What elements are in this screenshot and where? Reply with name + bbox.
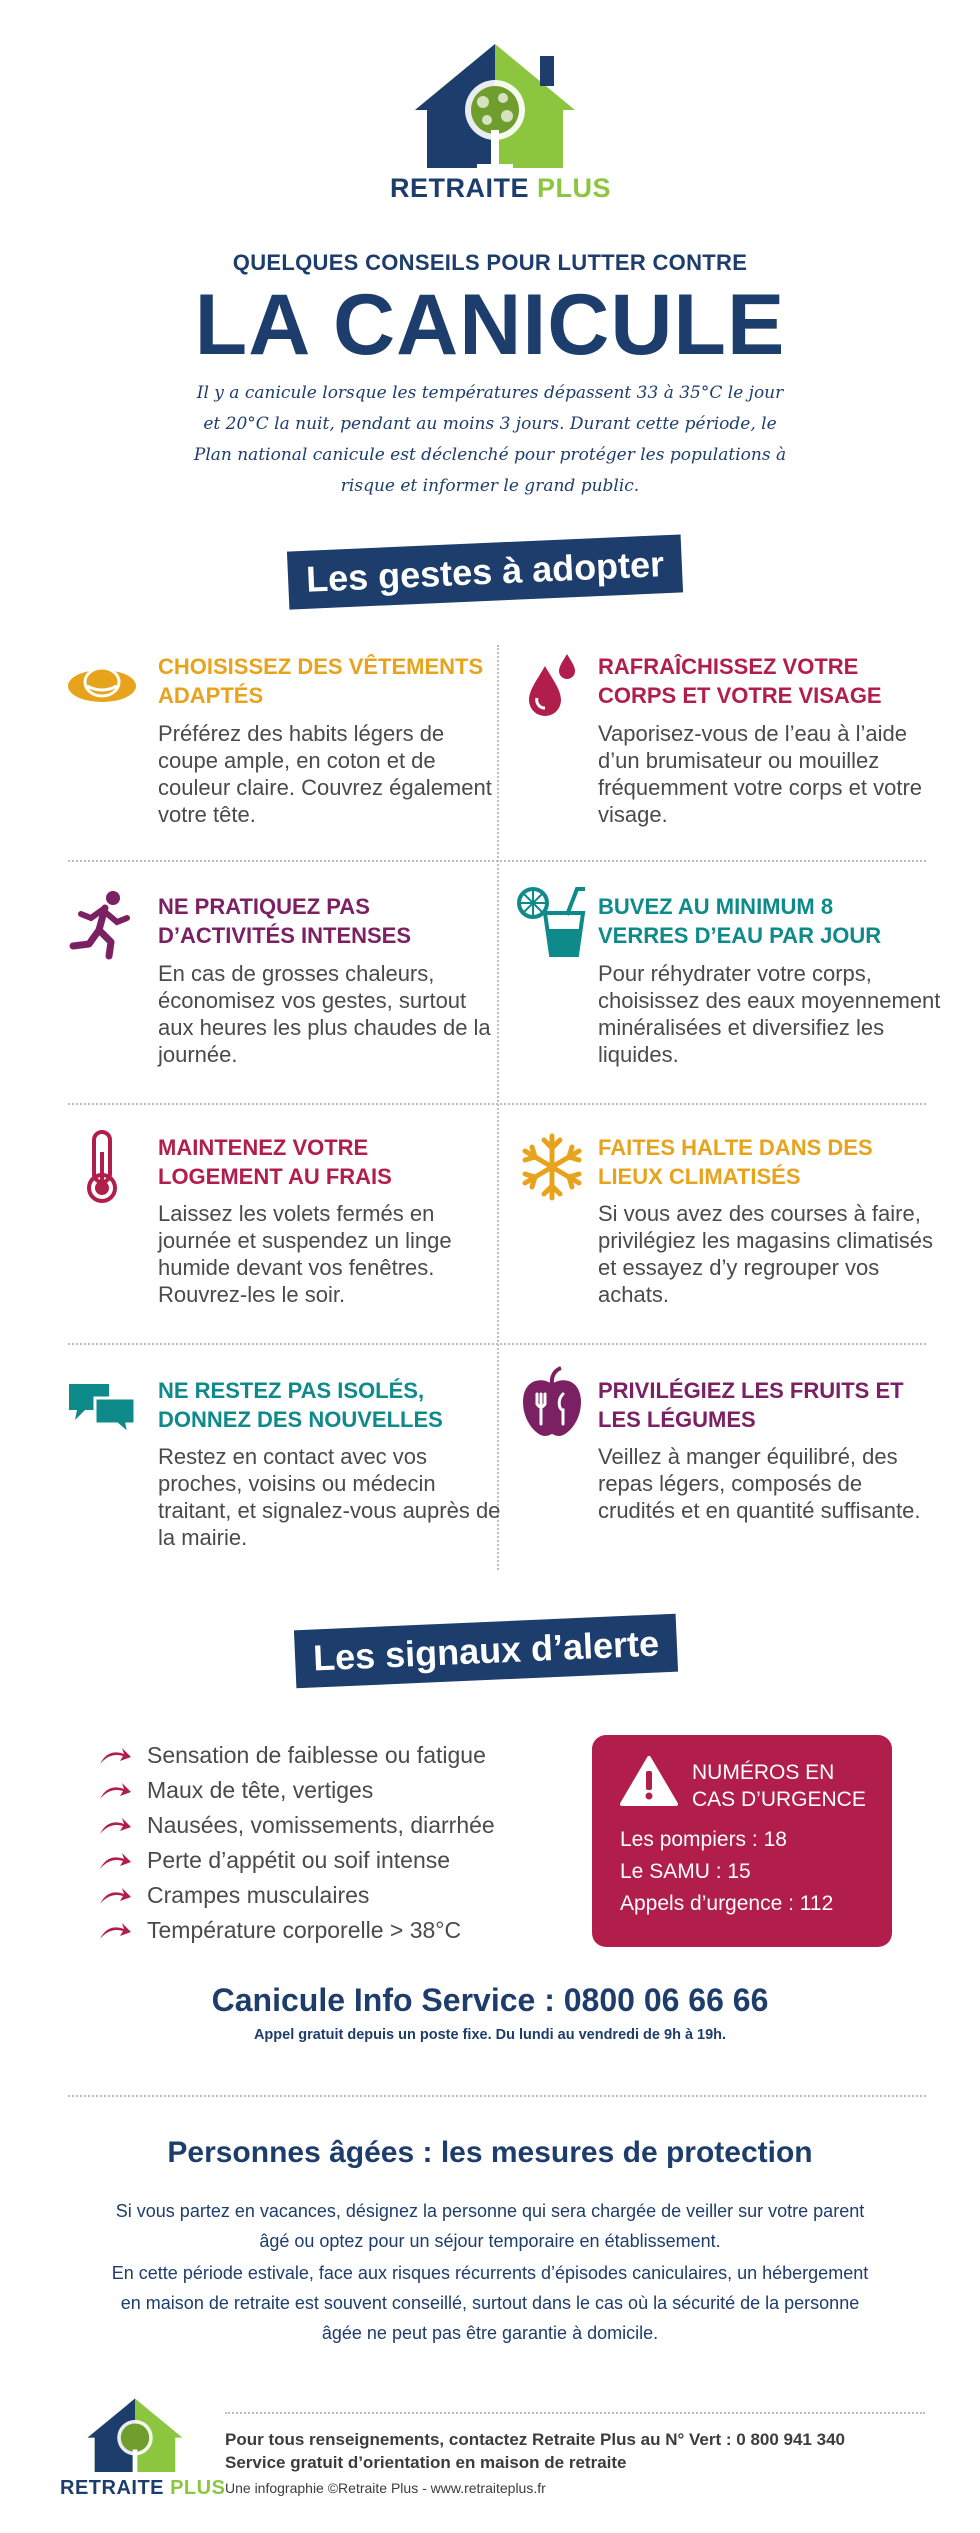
snowflake-icon [515, 1130, 589, 1204]
alert-text: Nausées, vomissements, diarrhée [147, 1812, 495, 1838]
house-tree-icon [385, 38, 605, 173]
water-drops-icon [515, 648, 589, 722]
alert-text: Température corporelle > 38°C [147, 1917, 462, 1943]
emergency-numbers-box [592, 1735, 892, 1947]
alertes-heading: Les signaux d’alerte [294, 1614, 678, 1689]
tip-title: MAINTENEZ VOTRE LOGEMENT AU FRAIS [158, 1135, 392, 1189]
curved-arrow-icon [98, 1816, 132, 1836]
emergency-line: Les pompiers : 18 [620, 1828, 787, 1851]
brand-part2: PLUS [537, 173, 612, 203]
retraite-plus-logo [385, 38, 612, 208]
tip-text: Veillez à manger équilibré, des repas légers, composés de crudités et en quantité suffisante. [598, 1444, 921, 1523]
tip-text: En cas de grosses chaleurs, économisez vos gestes, surtout aux heures les plus chaudes de la journée. [158, 961, 491, 1067]
seniors-paragraph: En cette période estivale, face aux risques récurrents d’épisodes caniculaires, un hébergement en maison de retraite est souvent conseillé, surtout dans le cas où la sécurité de la personne âgée ne peut pas être garantie à domicile. [111, 2263, 869, 2343]
house-tree-icon [60, 2395, 210, 2475]
footer-service: Service gratuit d’orientation en maison de retraite [225, 2453, 627, 2472]
brand-part2: PLUS [170, 2477, 226, 2499]
alert-text: Maux de tête, vertiges [147, 1777, 374, 1803]
alert-list [98, 1738, 618, 1948]
footer-credits: Une infographie ©Retraite Plus - www.retraiteplus.fr [225, 2480, 546, 2496]
brand-name [60, 2477, 225, 2500]
retraite-plus-logo-small [60, 2395, 226, 2505]
alert-text: Perte d’appétit ou soif intense [147, 1847, 451, 1873]
seniors-title: Personnes âgées : les mesures de protection [167, 2136, 813, 2169]
info-service-title: Canicule Info Service : 0800 06 66 66 [211, 1982, 769, 2018]
tip-title: NE PRATIQUEZ PAS D’ACTIVITÉS INTENSES [158, 894, 412, 948]
curved-arrow-icon [98, 1886, 132, 1906]
tip-title: FAITES HALTE DANS DES LIEUX CLIMATISÉS [598, 1135, 873, 1189]
page-title: LA CANICULE [194, 277, 786, 373]
grid-divider [68, 1343, 926, 1345]
emergency-line: Le SAMU : 15 [620, 1860, 751, 1883]
sun-hat-icon [65, 648, 139, 722]
thermometer-icon [65, 1130, 139, 1204]
tip-title: PRIVILÉGIEZ LES FRUITS ET LES LÉGUMES [598, 1378, 904, 1432]
water-glass-icon [515, 885, 589, 959]
section-divider [68, 2095, 926, 2097]
brand-part1: RETRAITE [60, 2477, 164, 2499]
warning-icon [620, 1755, 678, 1807]
tip-title: BUVEZ AU MINIMUM 8 VERRES D’EAU PAR JOUR [598, 894, 882, 948]
grid-divider [68, 1103, 926, 1105]
grid-divider [68, 860, 926, 862]
tip-text: Si vous avez des courses à faire, privilégiez les magasins climatisés et essayez d’y regrouper vos achats. [598, 1201, 934, 1307]
seniors-paragraph: Si vous partez en vacances, désignez la personne qui sera chargée de veiller sur votre parent âgé ou optez pour un séjour temporaire en établissement. [115, 2201, 865, 2251]
list-item [98, 1773, 618, 1808]
emergency-title: NUMÉROS EN CAS D’URGENCE [692, 1761, 866, 1811]
footer-divider [225, 2412, 925, 2414]
tip-text: Préférez des habits légers de coupe ample, en coton et de couleur claire. Couvrez également votre tête. [158, 721, 492, 827]
page-subtitle: QUELQUES CONSEILS POUR LUTTER CONTRE [232, 250, 748, 275]
chat-bubbles-icon [65, 1370, 139, 1444]
footer-contact: Pour tous renseignements, contactez Retraite Plus au N° Vert : 0 800 941 340 [225, 2430, 845, 2449]
alert-text: Crampes musculaires [147, 1882, 370, 1908]
curved-arrow-icon [98, 1746, 132, 1766]
intro-text: Il y a canicule lorsque les températures dépassent 33 à 35°C le jour et 20°C la nuit, pendant au moins 3 jours. Durant cette période, le Plan national canicule est déclenché pour protéger les populations à risque et informer le grand public. [193, 383, 787, 496]
tip-title: CHOISISSEZ DES VÊTEMENTS ADAPTÉS [158, 654, 484, 708]
emergency-line: Appels d’urgence : 112 [620, 1892, 834, 1915]
gestes-heading: Les gestes à adopter [287, 534, 683, 609]
tip-title: NE RESTEZ PAS ISOLÉS, DONNEZ DES NOUVELLES [158, 1378, 443, 1432]
list-item [98, 1913, 618, 1948]
curved-arrow-icon [98, 1921, 132, 1941]
brand-part1: RETRAITE [390, 173, 529, 203]
running-person-icon [65, 888, 139, 962]
apple-cutlery-icon [515, 1366, 589, 1440]
tip-title: RAFRAÎCHISSEZ VOTRE CORPS ET VOTRE VISAGE [598, 654, 882, 708]
list-item [98, 1878, 618, 1913]
curved-arrow-icon [98, 1781, 132, 1801]
tip-text: Laissez les volets fermés en journée et suspendez un linge humide devant vos fenêtres. Rouvrez-les le soir. [158, 1201, 452, 1307]
curved-arrow-icon [98, 1851, 132, 1871]
list-item [98, 1808, 618, 1843]
info-service-subtitle: Appel gratuit depuis un poste fixe. Du lundi au vendredi de 9h à 19h. [253, 2027, 727, 2043]
tip-text: Vaporisez-vous de l’eau à l’aide d’un brumisateur ou mouillez fréquemment votre corps et votre visage. [598, 721, 923, 827]
tip-text: Restez en contact avec vos proches, voisins ou médecin traitant, et signalez-vous auprès de la mairie. [158, 1444, 501, 1550]
alert-text: Sensation de faiblesse ou fatigue [147, 1742, 486, 1768]
brand-name [390, 173, 611, 204]
list-item [98, 1843, 618, 1878]
list-item [98, 1738, 618, 1773]
tip-text: Pour réhydrater votre corps, choisissez des eaux moyennement minéralisées et diversifiez les liquides. [598, 961, 941, 1067]
